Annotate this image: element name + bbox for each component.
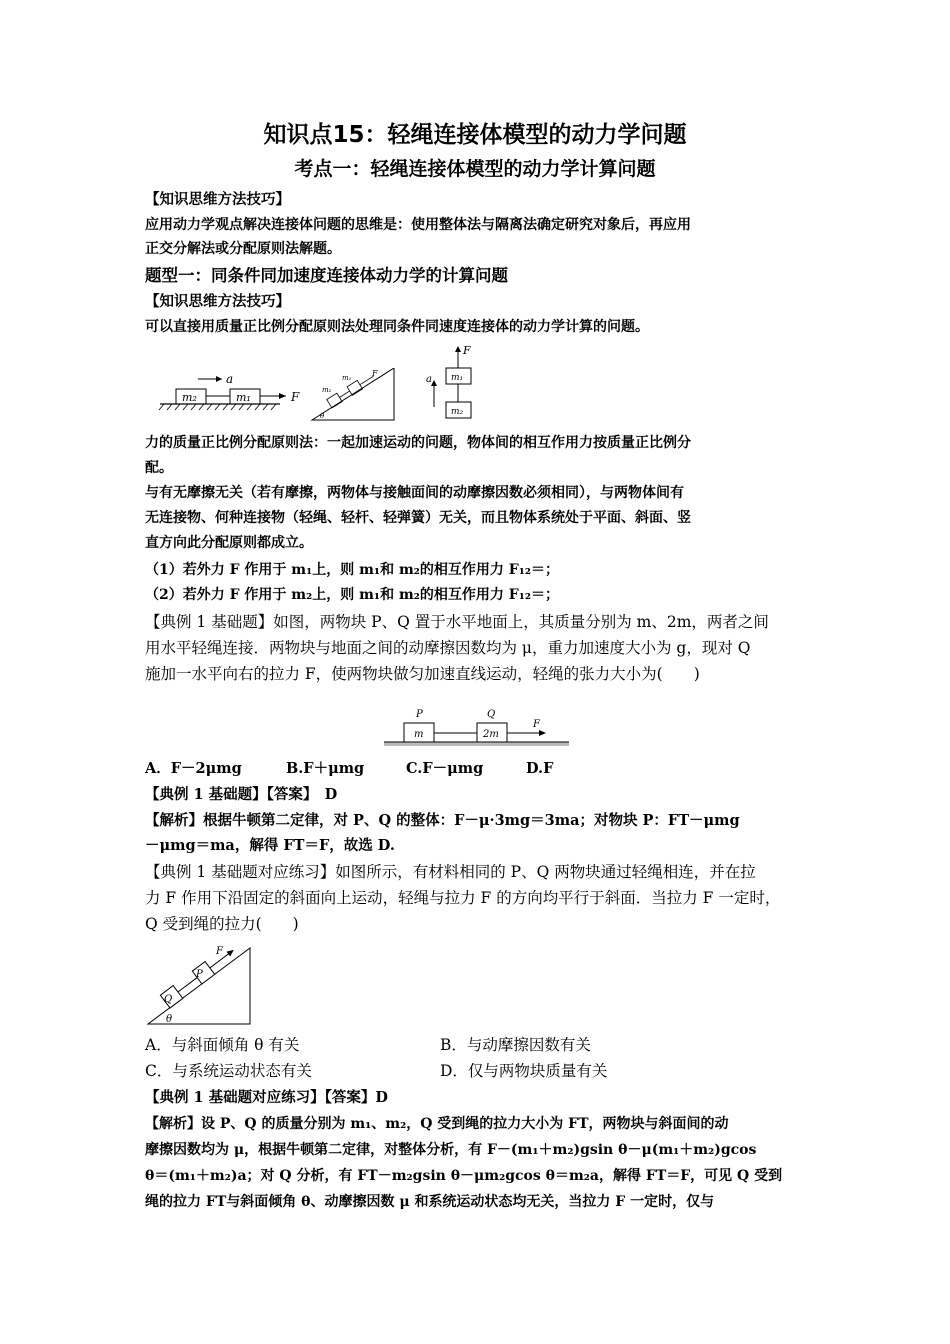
paragraph-line: 与有无摩擦无关（若有摩擦，两物体与接触面间的动摩擦因数必须相同），与两物体间有 [145,485,684,501]
svg-text:F: F [372,369,378,378]
figure-vertical-blocks [424,343,484,423]
question-line: 力 F 作用下沿固定的斜面向上运动，轻绳与拉力 F 的方向均平行于斜面．当拉力 F 一定时， [145,889,781,907]
heading-tips: 【知识思维方法技巧】 [145,294,290,310]
svg-text:m₂: m₂ [451,407,464,417]
paragraph-line: 可以直接用质量正比例分配原则法处理同条件同速度连接体的动力学计算的问题。 [145,319,649,335]
analysis-line: θ＝(m₁＋m₂)a；对 Q 分析，有 FT－m₂gsin θ－μm₂gcos θ＝m₂a，解得 FT＝F，可见 Q 受到 [145,1168,783,1184]
option-b[interactable]: B．与动摩擦因数有关 [440,1036,591,1054]
paragraph-line: 无连接物、何种连接物（轻绳、轻杆、轻弹簧）无关，而且物体系统处于平面、斜面、竖 [145,510,691,526]
paragraph-line: （2）若外力 F 作用于 m₂上，则 m₁和 m₂的相互作用力 F₁₂＝； [145,587,559,603]
option-b[interactable]: B.F＋μmg [286,760,365,777]
svg-text:F: F [463,344,471,357]
analysis-line: 绳的拉力 FT与斜面倾角 θ、动摩擦因数 μ 和系统运动状态均无关，当拉力 F 一定时，仅与 [145,1194,715,1210]
paragraph-line: 力的质量正比例分配原则法：一起加速运动的问题，物体间的相互作用力按质量正比例分 [145,435,691,451]
analysis-line: 摩擦因数均为 μ，根据牛顿第二定律，对整体分析，有 F－(m₁＋m₂)gsin θ－μ(m₁＋m₂)gcos [145,1142,757,1158]
paragraph-line: 直方向此分配原则都成立。 [145,535,313,551]
svg-text:Q: Q [164,994,173,1005]
option-a[interactable]: A．与斜面倾角 θ 有关 [145,1036,300,1054]
svg-text:m₂: m₂ [322,386,332,394]
heading-tips: 【知识思维方法技巧】 [145,192,290,208]
section-heading: 题型一：同条件同加速度连接体动力学的计算问题 [145,266,508,285]
paragraph-line: 正交分解法或分配原则法解题。 [145,241,341,257]
question-line: 施加一水平向右的拉力 F，使两物块做匀加速直线运动，轻绳的张力大小为( ) [145,665,700,683]
svg-text:a: a [426,374,432,385]
figure-horizontal-blocks [158,368,308,418]
analysis-line: 【解析】设 P、Q 的质量分别为 m₁、m₂，Q 受到绳的拉力大小为 FT，两物块与斜面间的动 [145,1116,729,1132]
question-line: 用水平轻绳连接．两物块与地面之间的动摩擦因数均为 μ，重力加速度大小为 g，现对 Q [145,639,751,657]
page-title: 知识点15：轻绳连接体模型的动力学问题 [263,122,687,148]
answer-line: 【典例 1 基础题】【答案】 D [145,786,338,803]
page-subtitle: 考点一：轻绳连接体模型的动力学计算问题 [294,158,656,180]
answer-line: 【典例 1 基础题对应练习】【答案】D [145,1089,389,1106]
analysis-line: －μmg＝ma，解得 FT＝F，故选 D. [145,837,395,854]
svg-text:F: F [533,719,540,730]
svg-text:θ: θ [166,1014,173,1025]
label-m1: m₁ [236,391,251,404]
question-line: 【典例 1 基础题】如图，两物块 P、Q 置于水平地面上，其质量分别为 m、2m，两者之间 [145,613,769,631]
paragraph-line: （1）若外力 F 作用于 m₁上，则 m₁和 m₂的相互作用力 F₁₂＝； [145,562,559,578]
paragraph-line: 应用动力学观点解决连接体问题的思维是：使用整体法与隔离法确定研究对象后，再应用 [145,217,691,233]
option-d[interactable]: D．仅与两物块质量有关 [440,1062,608,1080]
figure-incline-blocks [308,368,398,423]
label-F: F [291,390,300,404]
svg-text:2m: 2m [483,729,499,740]
svg-text:m: m [414,729,424,740]
svg-text:P: P [196,969,203,980]
analysis-line: 【解析】根据牛顿第二定律，对 P、Q 的整体：F－μ·3mg＝3ma；对物块 P：FT－μmg [145,812,740,829]
figure-pq-ground [382,704,572,748]
paragraph-line: 配。 [145,460,173,476]
svg-text:m₁: m₁ [451,373,464,383]
svg-text:F: F [216,946,223,957]
option-c[interactable]: C．与系统运动状态有关 [145,1062,312,1080]
option-c[interactable]: C.F－μmg [406,760,484,777]
label-a: a [226,372,234,386]
svg-text:m₁: m₁ [342,374,352,382]
svg-text:Q: Q [487,709,496,720]
question-line: 【典例 1 基础题对应练习】如图所示，有材料相同的 P、Q 两物块通过轻绳相连，并在拉 [145,863,756,881]
label-m2: m₂ [182,391,197,404]
figure-incline-pq [142,940,254,1028]
svg-text:P: P [416,709,423,720]
option-a[interactable]: A．F－2μmg [145,760,242,777]
svg-text:θ: θ [320,412,325,420]
option-d[interactable]: D.F [526,760,554,777]
question-line: Q 受到绳的拉力( ) [145,915,299,933]
